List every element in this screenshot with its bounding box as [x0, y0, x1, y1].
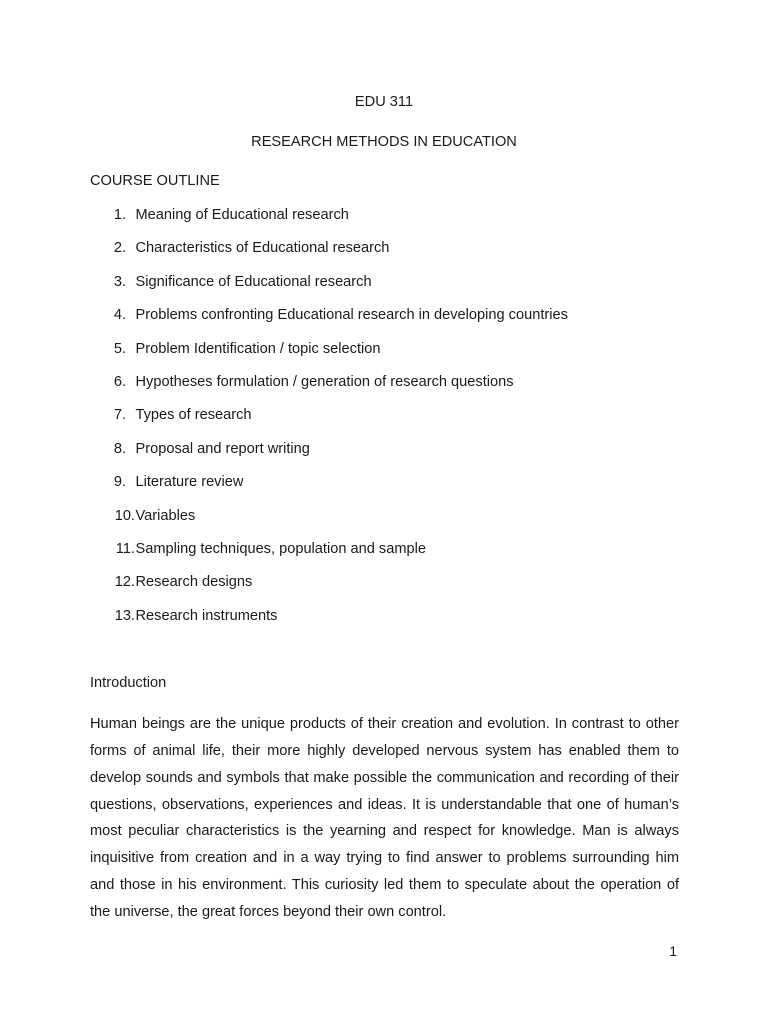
list-item-number: 2. — [113, 240, 126, 257]
list-item-number: 13. — [114, 607, 135, 624]
list-item-text: Characteristics of Educational research — [135, 240, 390, 257]
list-item-number: 8. — [113, 440, 126, 457]
list-item-text: Sampling techniques, population and sample — [135, 540, 426, 557]
list-item-number: 11. — [115, 540, 135, 557]
list-item-text: Types of research — [135, 407, 252, 424]
list-item-number: 7. — [113, 407, 126, 424]
list-item-text: Meaning of Educational research — [135, 207, 349, 223]
course-title: RESEARCH METHODS IN EDUCATION — [251, 134, 517, 150]
list-item-text: Literature review — [135, 474, 244, 491]
page-number: 1 — [669, 943, 677, 959]
list-item-text: Variables — [135, 507, 196, 524]
list-item-number: 6. — [113, 373, 126, 390]
list-item-text: Hypotheses formulation / generation of research questions — [135, 373, 514, 390]
list-item-number: 5. — [113, 340, 126, 357]
list-item-number: 4. — [113, 307, 126, 324]
course-code: EDU 311 — [354, 94, 414, 110]
outline-heading: COURSE OUTLINE — [90, 173, 220, 189]
list-item-number: 12. — [114, 574, 135, 591]
list-item-text: Proposal and report writing — [135, 440, 310, 457]
list-item-number: 3. — [113, 273, 126, 290]
list-item-number: 1. — [113, 207, 126, 223]
list-item-text: Significance of Educational research — [135, 273, 372, 290]
list-item-number: 10. — [114, 507, 135, 524]
list-item-text: Research designs — [135, 574, 253, 591]
list-item-text: Research instruments — [135, 607, 278, 624]
list-item-number: 9. — [113, 474, 126, 491]
introduction-paragraph: Human beings are the unique products of their creation and evolution. In contrast to other forms of animal life, their more highly developed nervous system has enabled them to develop sounds and symbols that make possible the communication and recording of their questions, observations, experiences and ideas. It is understandable that one of human’s most peculiar characteristics is the yearning and respect for knowledge. Man is always inquisitive from creation and in a way trying to find answer to problems surrounding him and those in his environment. This curiosity led them to speculate about the operation of the universe, the great forces beyond their own control. — [90, 716, 679, 920]
list-item-text: Problem Identification / topic selection — [135, 340, 381, 357]
list-item-text: Problems confronting Educational research in developing countries — [135, 307, 568, 324]
introduction-heading: Introduction — [90, 675, 167, 691]
